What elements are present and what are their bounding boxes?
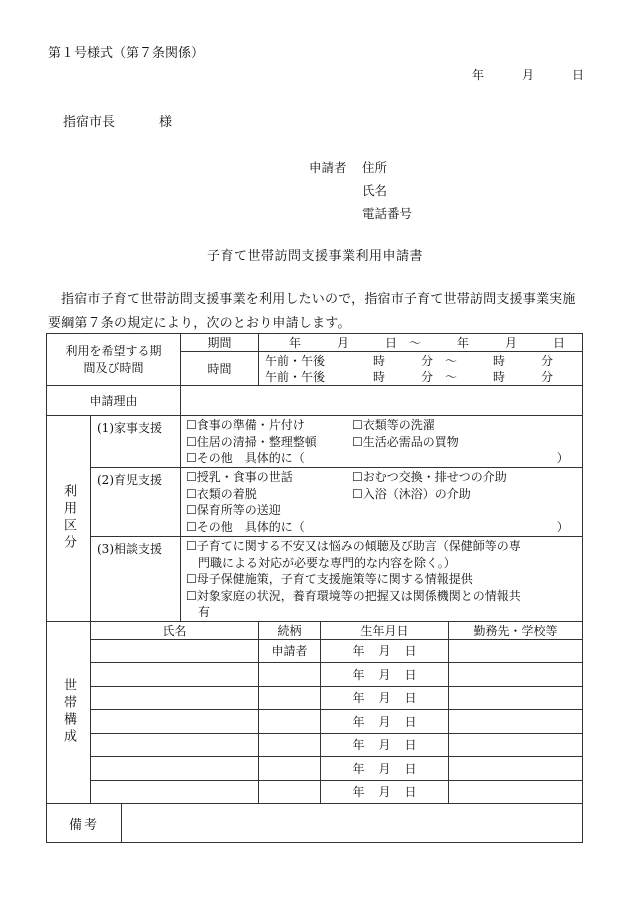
opt-counseling[interactable]: ☐子育てに関する不安又は悩みの傾聴及び助言（保健師等の専	[186, 539, 521, 553]
col-birthdate: 生年月日	[321, 621, 449, 639]
document-title: 子育て世帯訪問支援事業利用申請書	[206, 249, 423, 264]
category-housework: (1)家事支援	[91, 416, 181, 468]
table-row	[47, 710, 583, 734]
remarks-label-cell	[47, 804, 181, 843]
member-relation[interactable]	[259, 686, 321, 710]
member-workplace[interactable]	[449, 710, 583, 734]
household-label: 世帯構成	[47, 621, 91, 804]
applicant-name-label: 氏名	[362, 183, 388, 198]
time-label: 時間	[181, 352, 259, 386]
time-row-2: 午前・午後 時 分 〜 時 分	[265, 369, 554, 384]
member-workplace[interactable]	[449, 757, 583, 781]
application-table	[46, 333, 583, 843]
period-value[interactable]: 年 月 日 〜 年 月 日	[259, 334, 583, 352]
member-birthdate[interactable]: 年 月 日	[321, 686, 449, 710]
col-name: 氏名	[91, 621, 259, 639]
table-row	[47, 639, 583, 663]
member-relation[interactable]	[259, 757, 321, 781]
applicant-address-label: 住所	[362, 160, 388, 175]
period-label: 期間	[181, 334, 259, 352]
opt-meal-prep[interactable]: ☐食事の準備・片付け	[186, 418, 305, 432]
category-childcare: (2)育児支援	[91, 468, 181, 537]
time-row-1: 午前・午後 時 分 〜 時 分	[265, 353, 554, 368]
opt-dressing[interactable]: ☐衣類の着脱	[186, 486, 257, 501]
application-date	[472, 66, 584, 83]
member-birthdate[interactable]: 年 月 日	[321, 639, 449, 663]
opt-diaper[interactable]: ☐おむつ交換・排せつの介助	[352, 470, 507, 484]
addressee-suffix: 様	[159, 115, 173, 130]
table-row	[47, 780, 583, 804]
member-relation[interactable]: 申請者	[259, 639, 321, 663]
childcare-options[interactable]	[181, 468, 583, 537]
member-relation[interactable]	[259, 780, 321, 804]
member-name[interactable]	[91, 780, 259, 804]
reason-label: 申請理由	[47, 386, 181, 416]
reason-input[interactable]	[181, 386, 583, 416]
member-name[interactable]	[91, 639, 259, 663]
table-row	[47, 663, 583, 687]
table-row	[47, 757, 583, 781]
member-workplace[interactable]	[449, 639, 583, 663]
member-workplace[interactable]	[449, 733, 583, 757]
member-relation[interactable]	[259, 710, 321, 734]
member-workplace[interactable]	[449, 663, 583, 687]
category-consult: (3)相談支援	[91, 537, 181, 622]
form-number: 第１号様式（第７条関係）	[48, 46, 205, 61]
usage-label: 利用を希望する期間及び時間	[47, 334, 181, 386]
member-birthdate[interactable]: 年 月 日	[321, 757, 449, 781]
time-value[interactable]	[259, 352, 583, 386]
opt-feeding[interactable]: ☐授乳・食事の世話	[186, 470, 293, 484]
consult-options[interactable]	[181, 537, 583, 622]
body-text: 指宿市子育て世帯訪問支援事業を利用したいので，指宿市子育て世帯訪問支援事業実施要綱第７条の規定により，次のとおり申請します。	[48, 292, 576, 331]
member-name[interactable]	[91, 733, 259, 757]
member-birthdate[interactable]: 年 月 日	[321, 733, 449, 757]
opt-counseling-cont: 門職による対応が必要な専門的な内容を除く。）	[186, 555, 456, 570]
member-name[interactable]	[91, 663, 259, 687]
date-year: 年	[472, 68, 485, 82]
category-label: 利用区分	[47, 416, 91, 622]
date-day: 日	[572, 68, 585, 82]
opt-bathing[interactable]: ☐入浴（沐浴）の介助	[352, 486, 471, 501]
housework-options[interactable]	[181, 416, 583, 468]
remarks-label: 備考	[47, 804, 122, 842]
date-month: 月	[522, 68, 535, 82]
member-birthdate[interactable]: 年 月 日	[321, 780, 449, 804]
opt-childcare-other[interactable]: ☐その他 具体的に（ ）	[186, 519, 569, 534]
member-relation[interactable]	[259, 733, 321, 757]
member-name[interactable]	[91, 686, 259, 710]
opt-family-assessment-cont: 有	[186, 605, 211, 619]
opt-shopping[interactable]: ☐生活必需品の買物	[352, 434, 459, 449]
member-workplace[interactable]	[449, 686, 583, 710]
remarks-input[interactable]	[181, 804, 583, 843]
applicant-phone-label: 電話番号	[362, 206, 413, 221]
opt-info-provision[interactable]: ☐母子保健施策，子育て支援施策等に関する情報提供	[186, 572, 473, 586]
member-name[interactable]	[91, 710, 259, 734]
opt-transport[interactable]: ☐保育所等の送迎	[186, 503, 281, 517]
member-name[interactable]	[91, 757, 259, 781]
opt-laundry[interactable]: ☐衣類等の洗濯	[352, 418, 435, 432]
opt-cleaning[interactable]: ☐住居の清掃・整理整頓	[186, 434, 317, 449]
table-row	[47, 686, 583, 710]
table-row	[47, 733, 583, 757]
applicant-block	[309, 156, 412, 225]
addressee	[63, 111, 172, 130]
member-birthdate[interactable]: 年 月 日	[321, 663, 449, 687]
col-workplace: 勤務先・学校等	[449, 621, 583, 639]
addressee-name: 指宿市長	[63, 115, 116, 130]
member-relation[interactable]	[259, 663, 321, 687]
applicant-label: 申請者	[309, 160, 347, 175]
member-birthdate[interactable]: 年 月 日	[321, 710, 449, 734]
col-relation: 続柄	[259, 621, 321, 639]
opt-housework-other[interactable]: ☐その他 具体的に（ ）	[186, 451, 569, 465]
opt-family-assessment[interactable]: ☐対象家庭の状況，養育環境等の把握又は関係機関との情報共	[186, 588, 521, 603]
member-workplace[interactable]	[449, 780, 583, 804]
